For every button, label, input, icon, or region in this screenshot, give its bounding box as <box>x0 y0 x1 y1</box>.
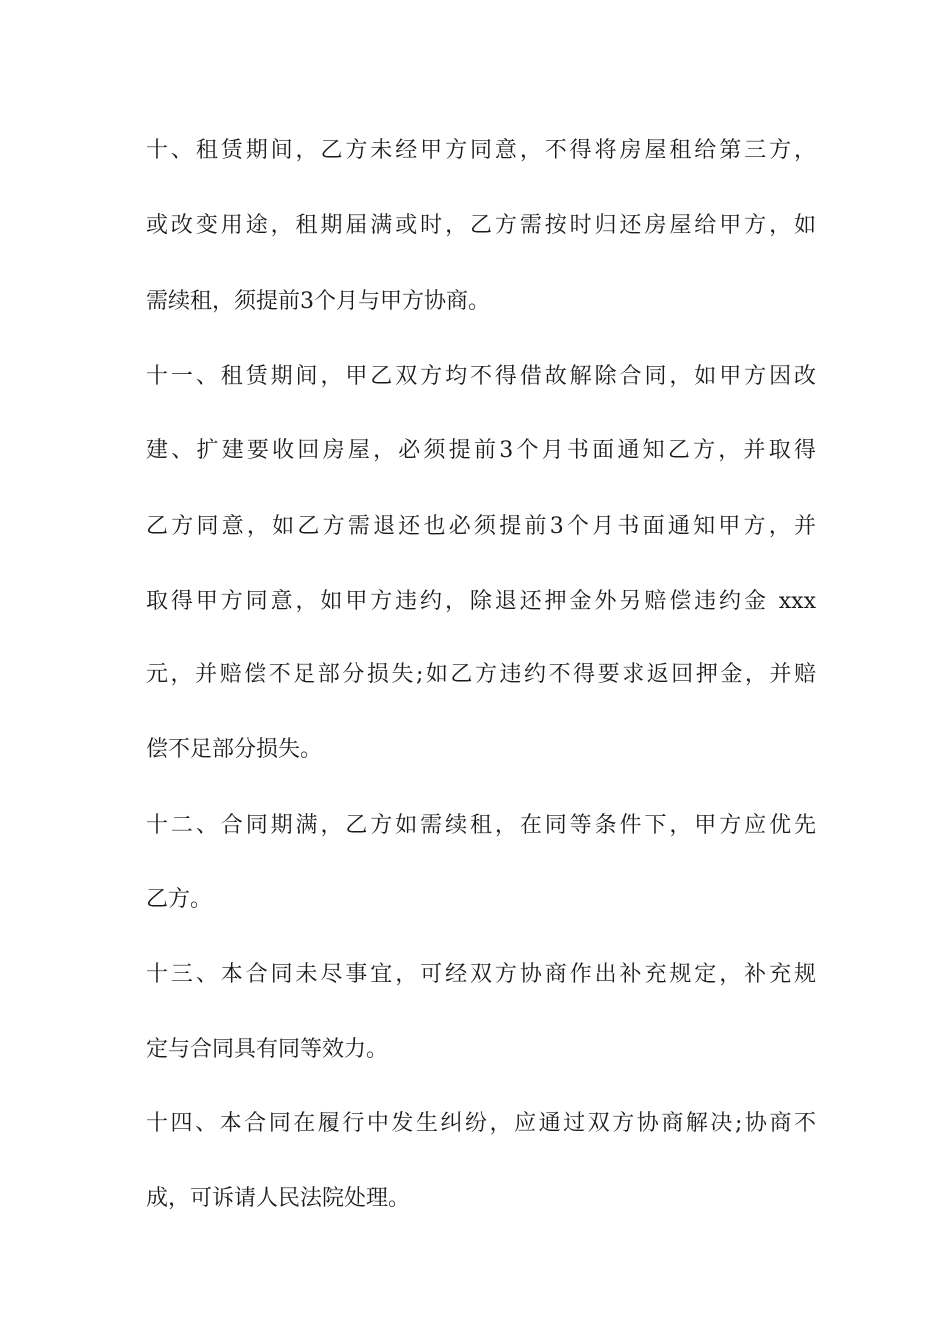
clause-14-line-1: 十四、本合同在履行中发生纠纷，应通过双方协商解决;协商不 <box>146 1111 816 1136</box>
clause-14-line-2: 成，可诉请人民法院处理。 <box>146 1186 411 1211</box>
clause-13-line-1: 十三、本合同未尽事宜，可经双方协商作出补充规定，补充规 <box>146 962 816 987</box>
clause-11-line-1: 十一、租赁期间，甲乙双方均不得借故解除合同，如甲方因改 <box>146 364 816 389</box>
clause-10-line-3: 需续租，须提前3个月与甲方协商。 <box>146 289 490 314</box>
clause-11-line-3: 乙方同意，如乙方需退还也必须提前3个月书面通知甲方，并 <box>146 514 816 539</box>
clause-11-line-5: 元，并赔偿不足部分损失;如乙方违约不得要求返回押金，并赔 <box>146 662 816 687</box>
clause-10-line-1: 十、租赁期间，乙方未经甲方同意，不得将房屋租给第三方， <box>146 138 816 163</box>
clause-12-line-1: 十二、合同期满，乙方如需续租，在同等条件下，甲方应优先 <box>146 813 816 838</box>
clause-11-line-4: 取得甲方同意，如甲方违约，除退还押金外另赔偿违约金 xxx <box>146 589 816 614</box>
clause-13-line-2: 定与合同具有同等效力。 <box>146 1037 389 1062</box>
clause-12-line-2: 乙方。 <box>146 887 213 912</box>
clause-11-line-6: 偿不足部分损失。 <box>146 737 323 762</box>
clause-11-line-2: 建、扩建要收回房屋，必须提前3个月书面通知乙方，并取得 <box>146 438 816 463</box>
clause-10-line-2: 或改变用途，租期届满或时，乙方需按时归还房屋给甲方，如 <box>146 213 816 238</box>
